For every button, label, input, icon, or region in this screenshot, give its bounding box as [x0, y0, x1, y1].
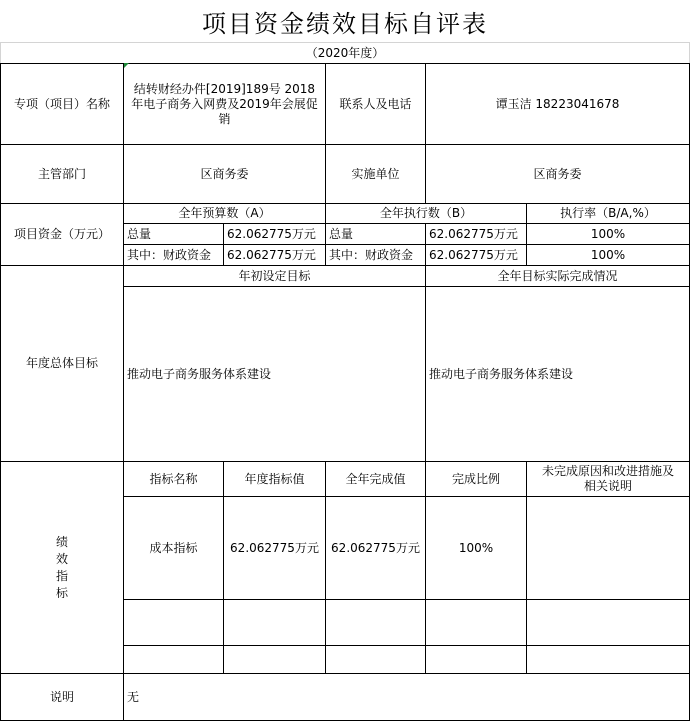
project-name-label: 专项（项目）名称: [13, 96, 110, 111]
actual-completion-header: 全年目标实际完成情况: [497, 268, 618, 283]
department-value: 区商务委: [200, 166, 249, 181]
unfinished-reason: [527, 497, 689, 599]
budget-header: 全年预算数（A）: [178, 206, 271, 220]
funds-row-exec-label: 总量: [329, 226, 354, 241]
funds-row-label: 总量: [127, 226, 152, 241]
funds-row-exec: 62.062775万元: [429, 247, 518, 262]
funds-row-exec: 62.062775万元: [429, 226, 518, 241]
contact-value: 谭玉洁 18223041678: [495, 96, 620, 111]
label-char: 标: [55, 585, 68, 600]
initial-goal-header: 年初设定目标: [238, 268, 311, 283]
reason-header: 未完成原因和改进措施及相关说明: [541, 464, 674, 493]
execution-rate-header: 执行率（B/A,%）: [560, 206, 656, 220]
label-char: 绩: [55, 534, 68, 549]
indicator-name-header: 指标名称: [149, 471, 198, 486]
execution-header: 全年执行数（B）: [379, 206, 473, 220]
indicator-target-header: 年度指标值: [244, 471, 305, 486]
funds-label: 项目资金（万元）: [13, 227, 110, 241]
initial-goal-text: 推动电子商务服务体系建设: [127, 366, 272, 381]
performance-indicator-label: [1, 462, 123, 673]
annual-goal-label: 年度总体目标: [25, 356, 98, 370]
label-char: 效: [55, 551, 68, 566]
label-char: 指: [55, 568, 68, 583]
project-name-value: 结转财经办件[2019]189号 2018年电子商务入网费及2019年会展促销: [131, 81, 318, 126]
contact-label: 联系人及电话: [339, 96, 412, 111]
completion-ratio-header: 完成比例: [451, 471, 500, 486]
actual-completion-text: 推动电子商务服务体系建设: [429, 366, 574, 381]
form-title: 项目资金绩效目标自评表: [202, 9, 488, 38]
indicator-actual-header: 全年完成值: [345, 471, 406, 486]
form-year: （2020年度）: [305, 46, 385, 60]
funds-row-rate: 100%: [590, 226, 626, 241]
funds-row-rate: 100%: [590, 247, 626, 262]
implementing-unit-value: 区商务委: [533, 166, 582, 181]
funds-row-exec-label: 其中：财政资金: [329, 247, 414, 262]
department-label: 主管部门: [37, 166, 86, 181]
indicator-name: 成本指标: [149, 540, 198, 555]
completion-ratio: 100%: [458, 540, 494, 555]
indicator-target: 62.062775万元: [230, 540, 319, 555]
implementing-unit-label: 实施单位: [351, 166, 400, 181]
funds-row-budget: 62.062775万元: [227, 226, 316, 241]
funds-row-budget: 62.062775万元: [227, 247, 316, 262]
note-value: 无: [127, 689, 140, 704]
indicator-actual: 62.062775万元: [331, 540, 420, 555]
note-label: 说明: [49, 689, 74, 704]
funds-row-label: 其中：财政资金: [127, 247, 212, 262]
